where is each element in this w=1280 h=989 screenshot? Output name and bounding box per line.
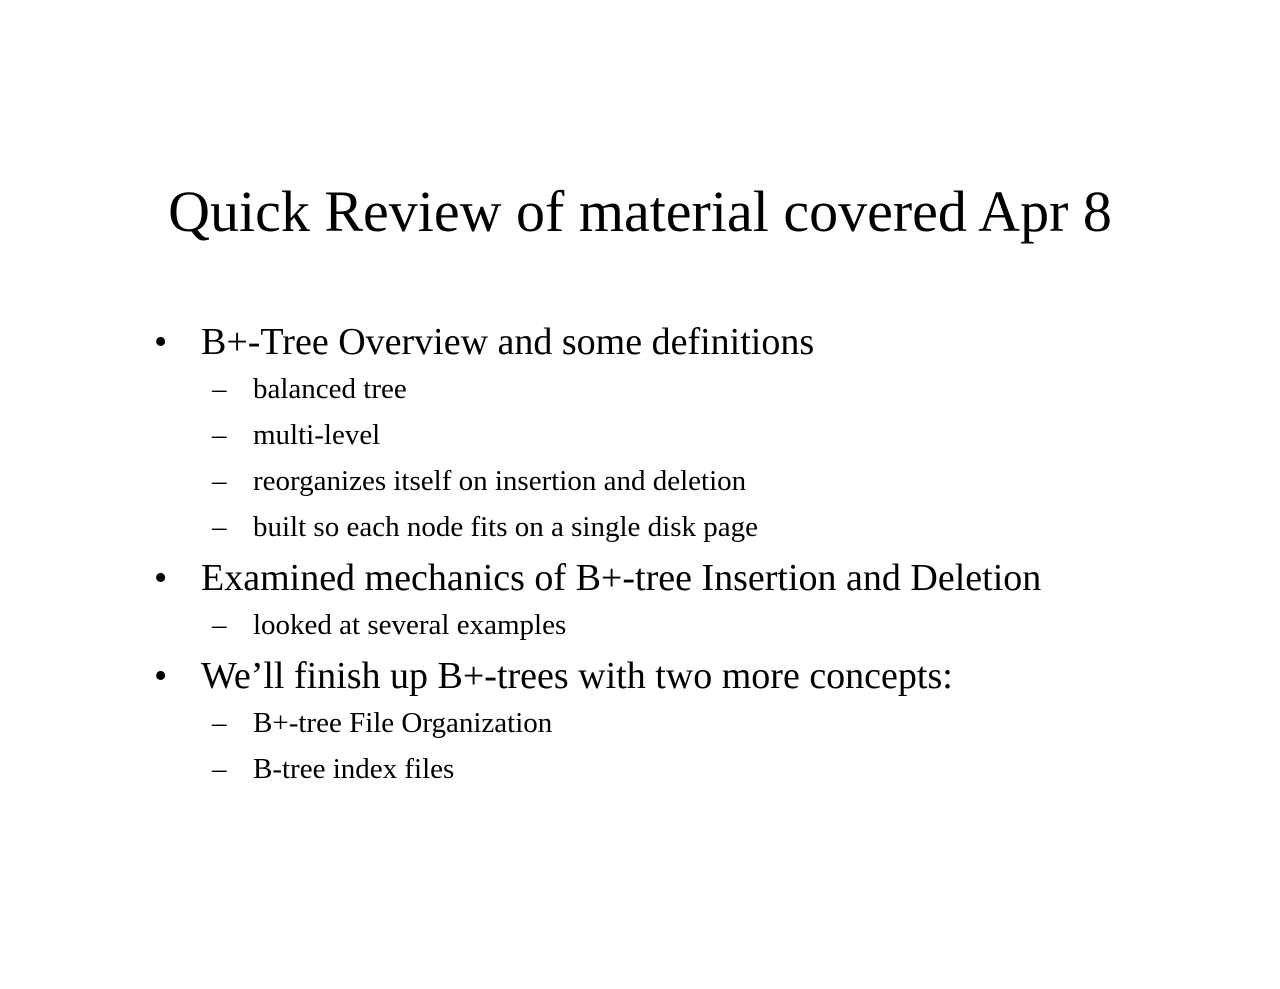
sub-item: [152, 412, 1252, 458]
sub-item-text: B-tree index files: [253, 753, 455, 785]
sub-item: [152, 504, 1252, 550]
bullet-marker: •: [154, 321, 168, 363]
dash-marker: –: [212, 511, 227, 543]
sub-item: [152, 602, 1252, 648]
sub-item-text: reorganizes itself on insertion and deletion: [253, 465, 747, 497]
dash-marker: –: [212, 609, 227, 641]
bullet-text: B+-Tree Overview and some definitions: [201, 321, 815, 363]
bullet-text: Examined mechanics of B+-tree Insertion and Deletion: [201, 557, 1042, 599]
bullet-item: [152, 554, 1252, 602]
bullet-marker: •: [154, 557, 168, 599]
sub-item: [152, 746, 1252, 792]
bullet-item: [152, 652, 1252, 700]
sub-item-text: balanced tree: [253, 373, 407, 405]
bullet-list: [152, 318, 1252, 796]
sub-item-text: looked at several examples: [253, 609, 567, 641]
dash-marker: –: [212, 465, 227, 497]
dash-marker: –: [212, 419, 227, 451]
bullet-group: [152, 318, 1252, 550]
sub-item: [152, 700, 1252, 746]
dash-marker: –: [212, 753, 227, 785]
bullet-text: We’ll finish up B+-trees with two more concepts:: [201, 655, 953, 697]
slide-title: Quick Review of material covered Apr 8: [168, 179, 1112, 244]
dash-marker: –: [212, 373, 227, 405]
bullet-item: [152, 318, 1252, 366]
bullet-group: [152, 652, 1252, 792]
sub-item: [152, 458, 1252, 504]
sub-item: [152, 366, 1252, 412]
dash-marker: –: [212, 707, 227, 739]
bullet-group: [152, 554, 1252, 648]
bullet-marker: •: [154, 655, 168, 697]
sub-item-text: multi-level: [253, 419, 381, 451]
sub-item-text: built so each node fits on a single disk page: [253, 511, 758, 543]
sub-item-text: B+-tree File Organization: [253, 707, 553, 739]
